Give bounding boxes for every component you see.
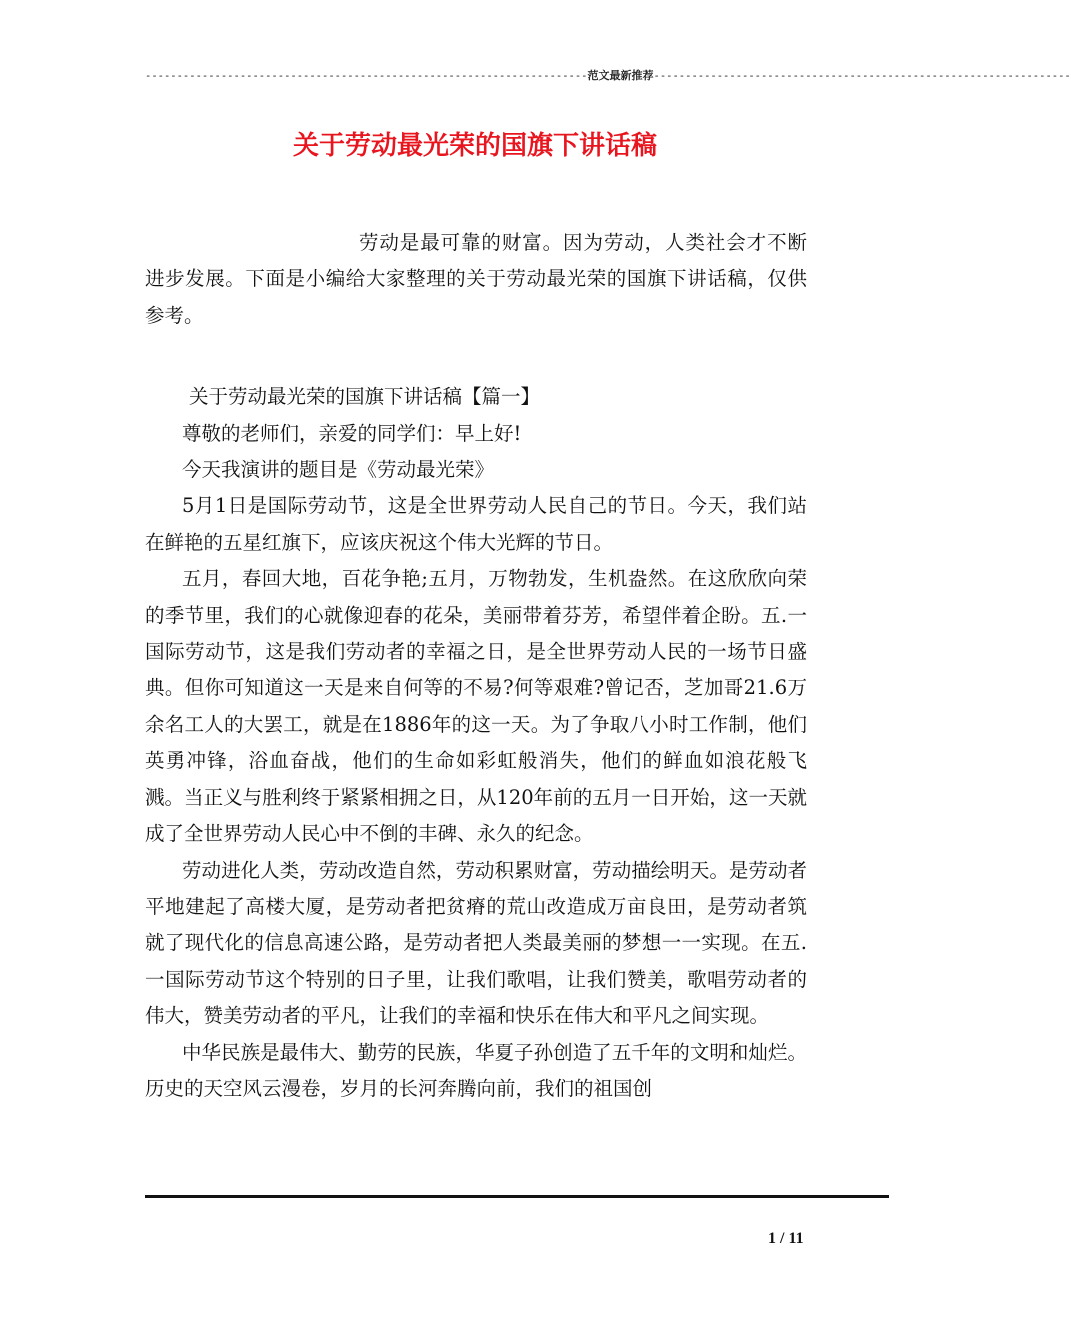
body-paragraph: 5月1日是国际劳动节，这是全世界劳动人民自己的节日。今天，我们站在鲜艳的五星红旗下，应该庆祝这个伟大光辉的节日。 xyxy=(145,494,807,554)
header-dashes-right: ------------------------------------------------------------------ xyxy=(653,70,1071,82)
body-paragraph: 今天我演讲的题目是《劳动最光荣》 xyxy=(182,458,495,482)
page-number: 1 / 11 xyxy=(768,1230,804,1247)
footer-divider xyxy=(145,1195,889,1198)
header-dashes-left: ---------------------------------------------------------------------- xyxy=(145,70,588,82)
body-paragraph: 尊敬的老师们，亲爱的同学们：早上好! xyxy=(182,421,522,445)
intro-paragraph: 劳动是最可靠的财富。因为劳动，人类社会才不断进步发展。下面是小编给大家整理的关于劳动最光荣的国旗下讲话稿，仅供参考。 xyxy=(145,231,807,327)
body-paragraph: 五月，春回大地，百花争艳;五月，万物勃发，生机盎然。在这欣欣向荣的季节里，我们的心就像迎春的花朵，美丽带着芬芳，希望伴着企盼。五.一国际劳动节，这是我们劳动者的幸福之日，是全世界劳动人民的一场节日盛典。但你可知道这一天是来自何等的不易?何等艰难?曾记否，芝加哥21.6万余名工人的大罢工，就是在1886年的这一天。为了争取八小时工作制，他们英勇冲锋，浴血奋战，他们的生命如彩虹般消失，他们的鲜血如浪花般飞溅。当正义与胜利终于紧紧相拥之日，从120年前的五月一日开始，这一天就成了全世界劳动人民心中不倒的丰碑、永久的纪念。 xyxy=(145,567,807,846)
body-text xyxy=(145,225,807,1107)
section-heading: 关于劳动最光荣的国旗下讲话稿【篇一】 xyxy=(189,385,541,409)
body-paragraph: 劳动进化人类，劳动改造自然，劳动积累财富，劳动描绘明天。是劳动者平地建起了高楼大厦，是劳动者把贫瘠的荒山改造成万亩良田，是劳动者筑就了现代化的信息高速公路，是劳动者把人类最美丽的梦想一一实现。在五.一国际劳动节这个特别的日子里，让我们歌唱，让我们赞美，歌唱劳动者的伟大，赞美劳动者的平凡，让我们的幸福和快乐在伟大和平凡之间实现。 xyxy=(145,858,807,1028)
running-header xyxy=(145,66,1071,86)
page-title: 关于劳动最光荣的国旗下讲话稿 xyxy=(292,131,657,161)
header-label: 范文最新推荐 xyxy=(587,69,654,82)
body-paragraph: 中华民族是最伟大、勤劳的民族，华夏子孙创造了五千年的文明和灿烂。历史的天空风云漫卷，岁月的长河奔腾向前，我们的祖国创 xyxy=(145,1040,807,1100)
